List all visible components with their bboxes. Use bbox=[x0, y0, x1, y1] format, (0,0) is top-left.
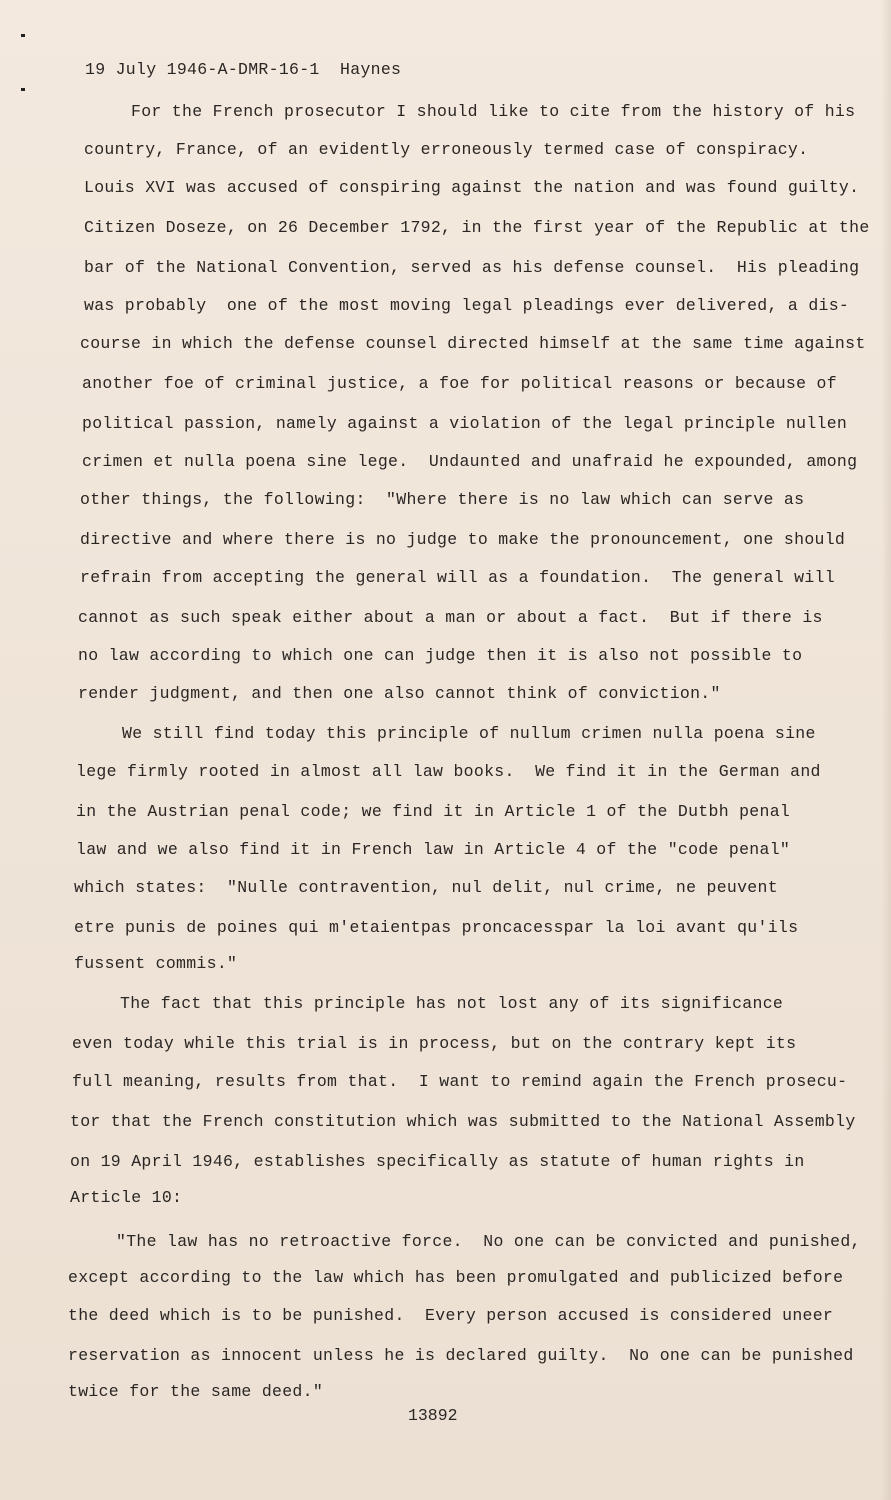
text-line: render judgment, and then one also cannot think of conviction." bbox=[78, 684, 721, 703]
text-line: Citizen Doseze, on 26 December 1792, in the first year of the Republic at the bbox=[84, 218, 870, 237]
text-line: "The law has no retroactive force. No one can be convicted and punished, bbox=[116, 1232, 861, 1251]
text-line: law and we also find it in French law in Article 4 of the "code penal" bbox=[76, 840, 791, 859]
text-line: Louis XVI was accused of conspiring against the nation and was found guilty. bbox=[84, 178, 860, 197]
page-edge-shadow bbox=[881, 0, 891, 1500]
text-line: The fact that this principle has not lost any of its significance bbox=[120, 994, 784, 1013]
text-line: cannot as such speak either about a man or about a fact. But if there is bbox=[78, 608, 823, 627]
text-line: except according to the law which has been promulgated and publicized before bbox=[68, 1268, 844, 1287]
text-line: fussent commis." bbox=[74, 954, 238, 973]
text-line: political passion, namely against a violation of the legal principle nullen bbox=[82, 414, 848, 433]
text-line: For the French prosecutor I should like to cite from the history of his bbox=[131, 102, 856, 121]
text-line: crimen et nulla poena sine lege. Undaunted and unafraid he expounded, among bbox=[82, 452, 858, 471]
text-line: on 19 April 1946, establishes specifically as statute of human rights in bbox=[70, 1152, 805, 1171]
text-line: even today while this trial is in process, but on the contrary kept its bbox=[72, 1034, 797, 1053]
text-line: directive and where there is no judge to make the pronouncement, one should bbox=[80, 530, 846, 549]
text-line: another foe of criminal justice, a foe for political reasons or because of bbox=[82, 374, 837, 393]
text-line: twice for the same deed." bbox=[68, 1382, 324, 1401]
text-line: bar of the National Convention, served as his defense counsel. His pleading bbox=[84, 258, 860, 277]
page-number: 13892 bbox=[408, 1406, 458, 1425]
text-line: which states: "Nulle contravention, nul delit, nul crime, ne peuvent bbox=[74, 878, 778, 897]
text-line: full meaning, results from that. I want to remind again the French prosecu- bbox=[72, 1072, 848, 1091]
document-header: 19 July 1946-A-DMR-16-1 Haynes bbox=[85, 60, 402, 79]
text-line: course in which the defense counsel directed himself at the same time against bbox=[80, 334, 866, 353]
text-line: was probably one of the most moving legal pleadings ever delivered, a dis- bbox=[84, 296, 850, 315]
text-line: lege firmly rooted in almost all law books. We find it in the German and bbox=[76, 762, 821, 781]
text-line: reservation as innocent unless he is declared guilty. No one can be punished bbox=[68, 1346, 854, 1365]
text-line: other things, the following: "Where there is no law which can serve as bbox=[80, 490, 805, 509]
text-line: refrain from accepting the general will as a foundation. The general will bbox=[80, 568, 835, 587]
text-line: in the Austrian penal code; we find it in Article 1 of the Dutbh penal bbox=[76, 802, 791, 821]
text-line: We still find today this principle of nullum crimen nulla poena sine bbox=[122, 724, 816, 743]
text-line: no law according to which one can judge then it is also not possible to bbox=[78, 646, 803, 665]
text-line: Article 10: bbox=[70, 1188, 183, 1207]
text-line: tor that the French constitution which was submitted to the National Assembly bbox=[70, 1112, 856, 1131]
text-line: etre punis de poines qui m'etaientpas proncacesspar la loi avant qu'ils bbox=[74, 918, 799, 937]
text-line: the deed which is to be punished. Every person accused is considered uneer bbox=[68, 1306, 834, 1325]
text-line: country, France, of an evidently erroneously termed case of conspiracy. bbox=[84, 140, 809, 159]
